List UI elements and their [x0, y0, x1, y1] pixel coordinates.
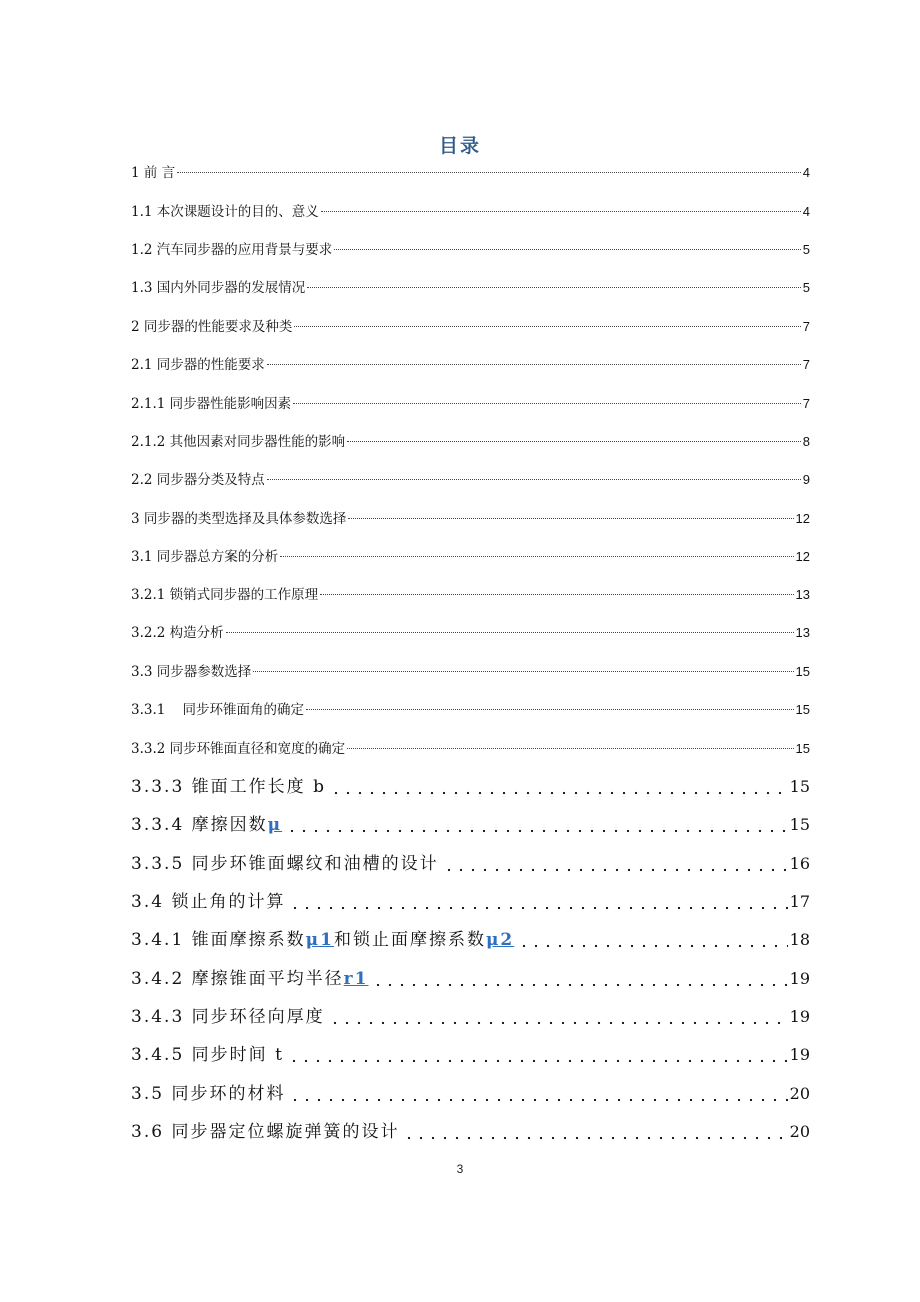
toc-entry-page: 19 — [789, 969, 810, 988]
toc-entry-text: 3.4.1 锥面摩擦系数 — [131, 930, 306, 950]
r1-symbol-link[interactable]: r1 — [343, 969, 369, 989]
toc-entry-label: 2 同步器的性能要求及种类 — [131, 319, 293, 335]
toc-entry-label: 3.3.1 同步环锥面角的确定 — [131, 702, 305, 718]
toc-entry[interactable] — [131, 739, 810, 759]
dot-leader — [286, 1057, 788, 1063]
toc-entry-page: 15 — [789, 815, 810, 834]
toc-entry-label: 1.1 本次课题设计的目的、意义 — [131, 204, 319, 220]
dot-leader — [287, 904, 787, 910]
dot-leader — [334, 249, 801, 250]
toc-entry-label — [131, 928, 514, 952]
toc-entry[interactable] — [131, 1043, 810, 1067]
toc-entry-page: 16 — [789, 854, 810, 873]
toc-entry-page: 13 — [795, 625, 810, 640]
dot-leader — [267, 479, 801, 480]
toc-entry-label — [131, 967, 368, 991]
toc-entry-page: 4 — [802, 165, 810, 180]
toc-entry[interactable] — [131, 470, 810, 490]
mu2-symbol-link[interactable]: μ2 — [485, 930, 515, 950]
toc-entry[interactable] — [131, 240, 810, 260]
toc-entry-label: 2.2 同步器分类及特点 — [131, 472, 265, 488]
toc-entry[interactable] — [131, 317, 810, 337]
toc-entry-label: 1.3 国内外同步器的发展情况 — [131, 280, 306, 296]
dot-leader — [328, 789, 788, 795]
toc-entry[interactable] — [131, 585, 810, 605]
toc-entry[interactable] — [131, 1120, 810, 1144]
toc-entry-label: 3.3.5 同步环锥面螺纹和油槽的设计 — [131, 854, 439, 874]
dot-leader — [347, 441, 801, 442]
mu-symbol-link[interactable]: μ — [267, 815, 283, 835]
dot-leader — [280, 556, 793, 557]
toc-entry[interactable] — [131, 1005, 810, 1029]
toc-entry-label: 3 同步器的类型选择及具体参数选择 — [131, 511, 347, 527]
toc-entry[interactable] — [131, 202, 810, 222]
toc-entry-page: 7 — [802, 396, 810, 411]
toc-entry-label: 3.2.1 锁销式同步器的工作原理 — [131, 587, 319, 603]
toc-entry[interactable] — [131, 163, 810, 183]
dot-leader — [441, 866, 788, 872]
toc-entry-page: 15 — [795, 741, 810, 756]
toc-entry-page: 7 — [802, 357, 810, 372]
toc-entry-text: 3.3.4 摩擦因数 — [131, 815, 268, 835]
toc-entry-text: 和锁止面摩擦系数 — [333, 930, 486, 950]
toc-entry-label: 2.1.2 其他因素对同步器性能的影响 — [131, 434, 346, 450]
toc-entry-page: 19 — [789, 1007, 810, 1026]
toc-entry-label: 3.2.2 构造分析 — [131, 625, 224, 641]
toc-entry-label: 3.4.3 同步环径向厚度 — [131, 1007, 325, 1027]
toc-entry-page: 8 — [802, 434, 810, 449]
dot-leader — [226, 632, 794, 633]
toc-entry[interactable] — [131, 355, 810, 375]
toc-entry[interactable] — [131, 394, 810, 414]
toc-entry-page: 17 — [789, 892, 810, 911]
dot-leader — [306, 709, 794, 710]
dot-leader — [307, 287, 801, 288]
toc-entry-label: 3.3.3 锥面工作长度 b — [131, 777, 326, 797]
dot-leader — [348, 518, 793, 519]
toc-entry-label: 3.6 同步器定位螺旋弹簧的设计 — [131, 1122, 400, 1142]
toc-entry[interactable] — [131, 967, 810, 991]
toc-entry-label: 1.2 汽车同步器的应用背景与要求 — [131, 242, 333, 258]
toc-entry-label: 3.3 同步器参数选择 — [131, 664, 252, 680]
toc-entry[interactable] — [131, 623, 810, 643]
toc-entry-label: 2.1 同步器的性能要求 — [131, 357, 265, 373]
toc-entry-page: 12 — [795, 549, 810, 564]
dot-leader — [347, 748, 793, 749]
toc-entry[interactable] — [131, 662, 810, 682]
toc-title: 目录 — [438, 135, 481, 157]
toc-entry-page: 4 — [802, 204, 810, 219]
toc-entry[interactable] — [131, 813, 810, 837]
dot-leader — [294, 326, 800, 327]
page-number: 3 — [456, 1162, 464, 1176]
dot-leader — [321, 211, 801, 212]
dot-leader — [267, 364, 801, 365]
toc-entry[interactable] — [131, 890, 810, 914]
dot-leader — [327, 1019, 788, 1025]
toc-entry-page: 5 — [802, 280, 810, 295]
toc-entry[interactable] — [131, 509, 810, 529]
toc-entry-page: 18 — [789, 930, 810, 949]
dot-leader — [177, 172, 801, 173]
toc-entry[interactable] — [131, 775, 810, 799]
toc-entry-page: 15 — [795, 702, 810, 717]
toc-entry[interactable] — [131, 852, 810, 876]
toc-entry[interactable] — [131, 547, 810, 567]
dot-leader — [516, 942, 787, 948]
toc-entry[interactable] — [131, 928, 810, 952]
toc-entry[interactable] — [131, 700, 810, 720]
toc-entry-page: 15 — [789, 777, 810, 796]
dot-leader — [253, 671, 793, 672]
dot-leader — [293, 403, 801, 404]
toc-entry-page: 5 — [802, 242, 810, 257]
toc-entry-page: 20 — [789, 1084, 810, 1103]
toc-entry-text: 3.4.2 摩擦锥面平均半径 — [131, 969, 344, 989]
dot-leader — [401, 1134, 787, 1140]
toc-entry-page: 9 — [802, 472, 810, 487]
toc-entry-label: 1 前 言 — [131, 165, 176, 181]
toc-entry-label: 3.4.5 同步时间 t — [131, 1045, 284, 1065]
toc-entry-page: 20 — [789, 1122, 810, 1141]
mu1-symbol-link[interactable]: μ1 — [305, 930, 334, 950]
toc-entry-label: 3.1 同步器总方案的分析 — [131, 549, 279, 565]
dot-leader — [370, 981, 787, 987]
toc-entry[interactable] — [131, 1082, 810, 1106]
toc-entry-label: 3.4 锁止角的计算 — [131, 892, 286, 912]
toc-entry-page: 13 — [795, 587, 810, 602]
toc-entry-label: 3.5 同步环的材料 — [131, 1084, 286, 1104]
toc-entry[interactable] — [131, 432, 810, 452]
dot-leader — [320, 594, 793, 595]
dot-leader — [287, 1096, 787, 1102]
toc-entry-page: 12 — [795, 511, 810, 526]
toc-entry-page: 15 — [795, 664, 810, 679]
toc-entry-page: 19 — [789, 1045, 810, 1064]
toc-entry-label: 3.3.2 同步环锥面直径和宽度的确定 — [131, 741, 346, 757]
toc-entry-page: 7 — [802, 319, 810, 334]
toc-entry-label — [131, 813, 282, 837]
dot-leader — [284, 827, 788, 833]
toc-entry-label: 2.1.1 同步器性能影响因素 — [131, 396, 292, 412]
toc-entry[interactable] — [131, 278, 810, 298]
